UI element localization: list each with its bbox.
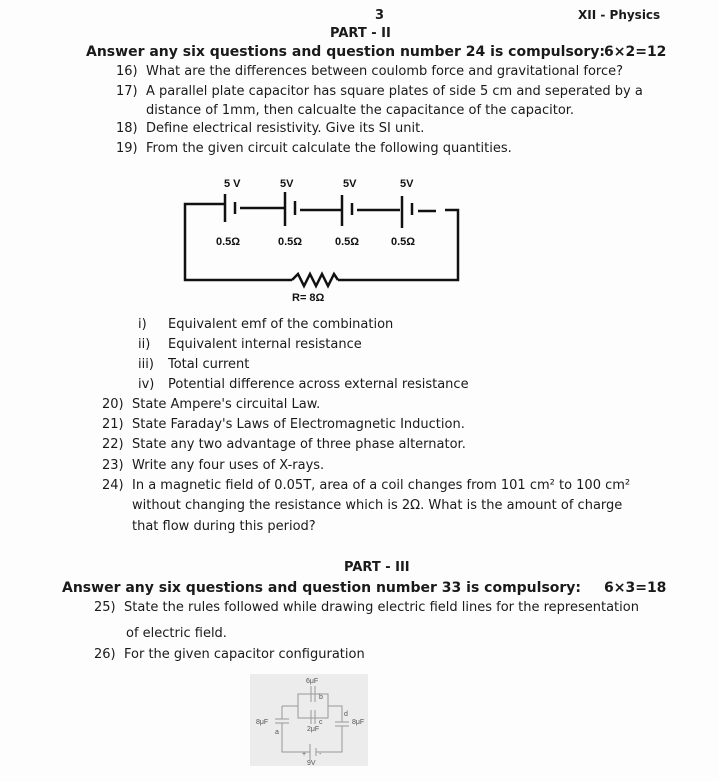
question-25: 25) State the rules followed while drawing electric field lines for the representation — [94, 600, 639, 615]
node-label: a — [275, 729, 279, 736]
question-23: 23) Write any four uses of X-rays. — [102, 458, 325, 473]
capacitor-label: 6μF — [306, 678, 319, 685]
battery-label: 9V — [307, 760, 316, 766]
capacitor-label: 8μF — [352, 719, 365, 726]
question-19: 19) From the given circuit calculate the following quantities. — [116, 141, 512, 156]
question-16: 16) What are the differences between coulomb force and gravitational force? — [116, 64, 624, 79]
internal-resistance-label: 0.5Ω — [216, 236, 241, 248]
question-24: 24) In a magnetic field of 0.05T, area of a coil changes from 101 cm² to 100 cm² — [102, 478, 631, 493]
capacitor-label: 2μF — [307, 726, 320, 733]
question-17: 17) A parallel plate capacitor has square plates of side 5 cm and seperated by a — [116, 84, 643, 99]
emf-label: 5 V — [224, 178, 241, 190]
capacitor-label: 8μF — [256, 719, 269, 726]
subpart-ii: ii) Equivalent internal resistance — [138, 337, 362, 352]
node-label: b — [319, 694, 323, 701]
battery-plus: + — [302, 751, 307, 758]
question-24-cont: without changing the resistance which is 2Ω. What is the amount of charge — [132, 498, 623, 513]
page-number: 3 — [375, 8, 385, 23]
question-26: 26) For the given capacitor configuration — [94, 647, 365, 662]
battery-minus: - — [319, 751, 322, 758]
node-label: d — [344, 711, 348, 718]
part2-instruction: Answer any six questions and question number 24 is compulsory: — [86, 44, 606, 60]
question-22: 22) State any two advantage of three phase alternator. — [102, 437, 466, 452]
question-25-cont: of electric field. — [126, 626, 227, 641]
question-17-cont: distance of 1mm, then calcualte the capacitance of the capacitor. — [146, 103, 575, 118]
question-20: 20) State Ampere's circuital Law. — [102, 397, 321, 412]
subpart-i: i) Equivalent emf of the combination — [138, 317, 394, 332]
emf-label: 5V — [280, 178, 294, 190]
part3-instruction: Answer any six questions and question number 33 is compulsory: — [62, 580, 582, 596]
part2-marks: 6×2=12 — [604, 44, 667, 60]
circuit-diagram — [180, 170, 470, 310]
subject-label: XII - Physics — [578, 8, 661, 22]
question-24-cont: that flow during this period? — [132, 519, 316, 534]
emf-label: 5V — [400, 178, 414, 190]
external-resistance-label: R= 8Ω — [292, 292, 325, 304]
question-21: 21) State Faraday's Laws of Electromagnetic Induction. — [102, 417, 465, 432]
emf-label: 5V — [343, 178, 357, 190]
part2-title: PART - II — [330, 26, 391, 41]
subpart-iii: iii) Total current — [138, 357, 250, 372]
internal-resistance-label: 0.5Ω — [391, 236, 416, 248]
internal-resistance-label: 0.5Ω — [278, 236, 303, 248]
part3-title: PART - III — [344, 560, 410, 575]
node-label: c — [319, 719, 323, 726]
subpart-iv: iv) Potential difference across external resistance — [138, 377, 469, 392]
part3-marks: 6×3=18 — [604, 580, 667, 596]
question-18: 18) Define electrical resistivity. Give its SI unit. — [116, 121, 425, 136]
capacitor-figure — [250, 674, 368, 766]
internal-resistance-label: 0.5Ω — [335, 236, 360, 248]
